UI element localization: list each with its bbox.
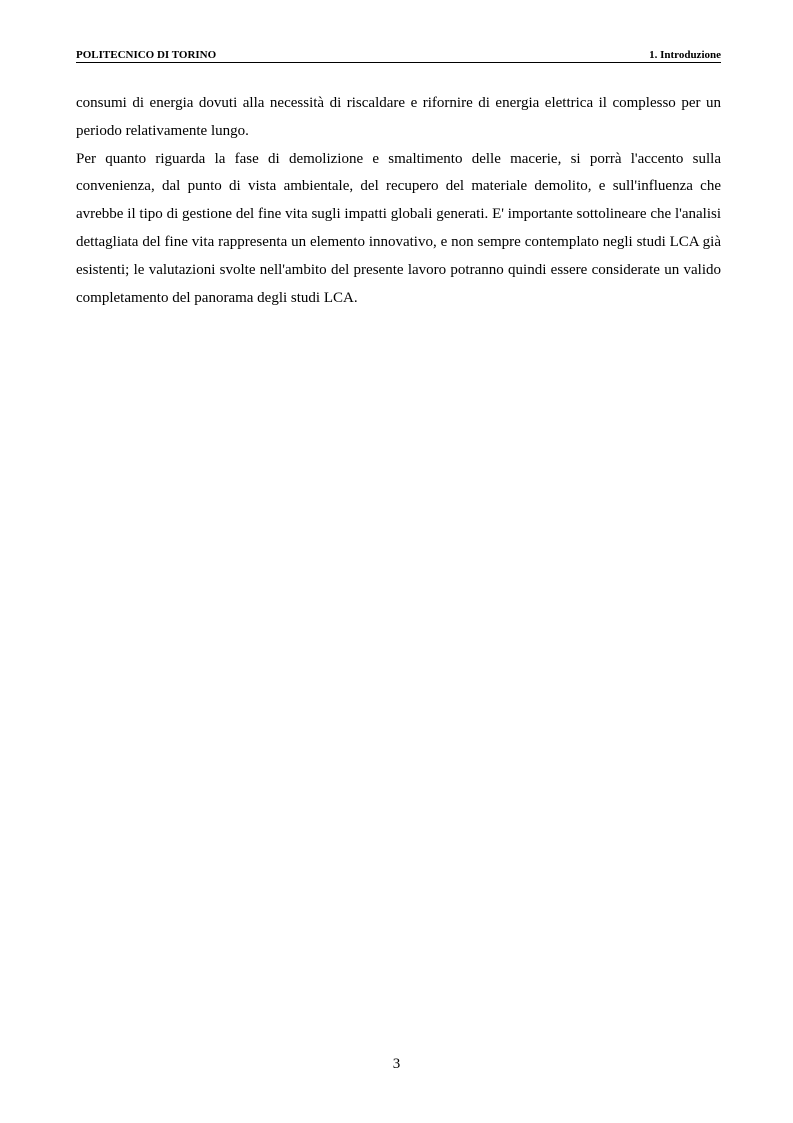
paragraph-demolition: Per quanto riguarda la fase di demolizione e smaltimento delle macerie, si porrà l'accento sulla convenienza, dal punto di vista ambientale, del recupero del materiale demolito, e sull'influenza che avrebbe il tipo di gestione del fine vita sugli impatti globali generati. E' importante sottolineare che l'analisi dettagliata del fine vita rappresenta un elemento innovativo, e non sempre contemplato negli studi LCA già esistenti; le valutazioni svolte nell'ambito del presente lavoro potranno quindi essere considerate un valido completamento del panorama degli studi LCA. xyxy=(76,150,721,306)
paragraph-continuation: consumi di energia dovuti alla necessità di riscaldare e rifornire di energia elettrica il complesso per un periodo relativamente lungo. xyxy=(76,95,721,139)
header-institution: POLITECNICO DI TORINO xyxy=(76,49,217,61)
running-header xyxy=(76,48,721,63)
body-text xyxy=(76,90,721,312)
header-chapter: 1. Introduzione xyxy=(649,49,721,61)
page-number: 3 xyxy=(392,1056,401,1072)
